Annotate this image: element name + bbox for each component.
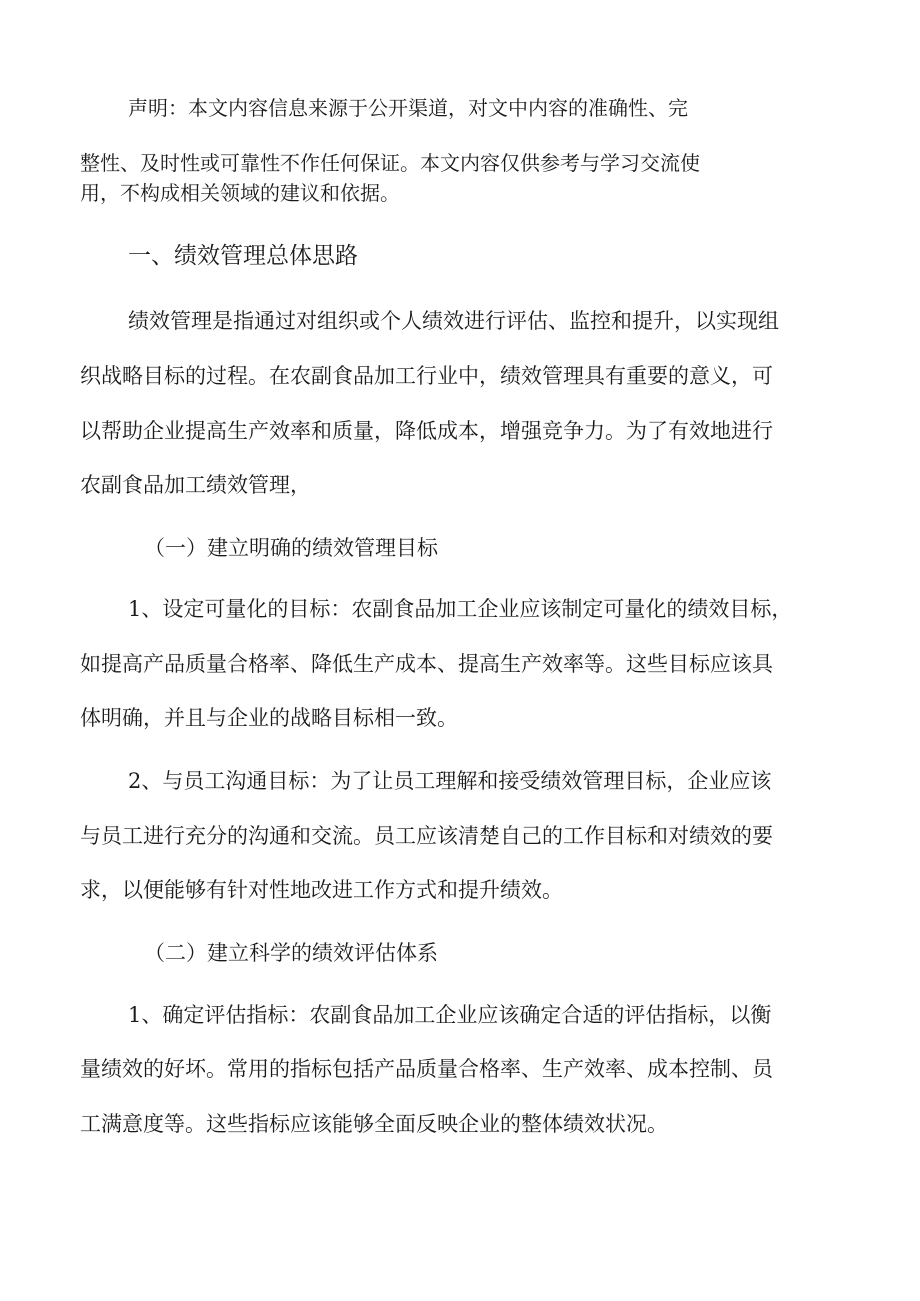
disclaimer-line-2: 整性、及时性或可靠性不作任何保证。本文内容仅供参考与学习交流使: [80, 151, 700, 175]
intro-line-4: 农副食品加工绩效管理，: [80, 473, 311, 497]
intro-line-1: 绩效管理是指通过对组织或个人绩效进行评估、监控和提升，以实现组: [128, 309, 779, 333]
sub1-item1-line-2: 如提高产品质量合格率、降低生产成本、提高生产效率等。这些目标应该具: [80, 652, 773, 676]
subsection-heading-1: （一）建立明确的绩效管理目标: [144, 536, 438, 560]
sub1-item2-line-1: 2、与员工沟通目标：为了让员工理解和接受绩效管理目标，企业应该: [128, 769, 772, 793]
section-heading: 一、绩效管理总体思路: [128, 243, 358, 269]
sub2-item1-line-2: 量绩效的好坏。常用的指标包括产品质量合格率、生产效率、成本控制、员: [80, 1057, 773, 1081]
disclaimer-line-1: 声明：本文内容信息来源于公开渠道，对文中内容的准确性、完: [128, 96, 688, 120]
sub2-item1-line-1: 1、确定评估指标：农副食品加工企业应该确定合适的评估指标，以衡: [128, 1003, 772, 1027]
sub1-item2-line-3: 求，以便能够有针对性地改进工作方式和提升绩效。: [80, 878, 563, 902]
intro-line-2: 织战略目标的过程。在农副食品加工行业中，绩效管理具有重要的意义，可: [80, 364, 773, 388]
sub1-item1-line-3: 体明确，并且与企业的战略目标相一致。: [80, 706, 458, 730]
disclaimer-line-3: 用，不构成相关领域的建议和依据。: [80, 181, 400, 205]
sub1-item1-line-1: 1、设定可量化的目标：农副食品加工企业应该制定可量化的绩效目标，: [128, 597, 793, 621]
intro-line-3: 以帮助企业提高生产效率和质量，降低成本，增强竞争力。为了有效地进行: [80, 419, 773, 443]
subsection-heading-2: （二）建立科学的绩效评估体系: [144, 941, 438, 965]
sub2-item1-line-3: 工满意度等。这些指标应该能够全面反映企业的整体绩效状况。: [80, 1112, 668, 1136]
sub1-item2-line-2: 与员工进行充分的沟通和交流。员工应该清楚自己的工作目标和对绩效的要: [80, 824, 773, 848]
